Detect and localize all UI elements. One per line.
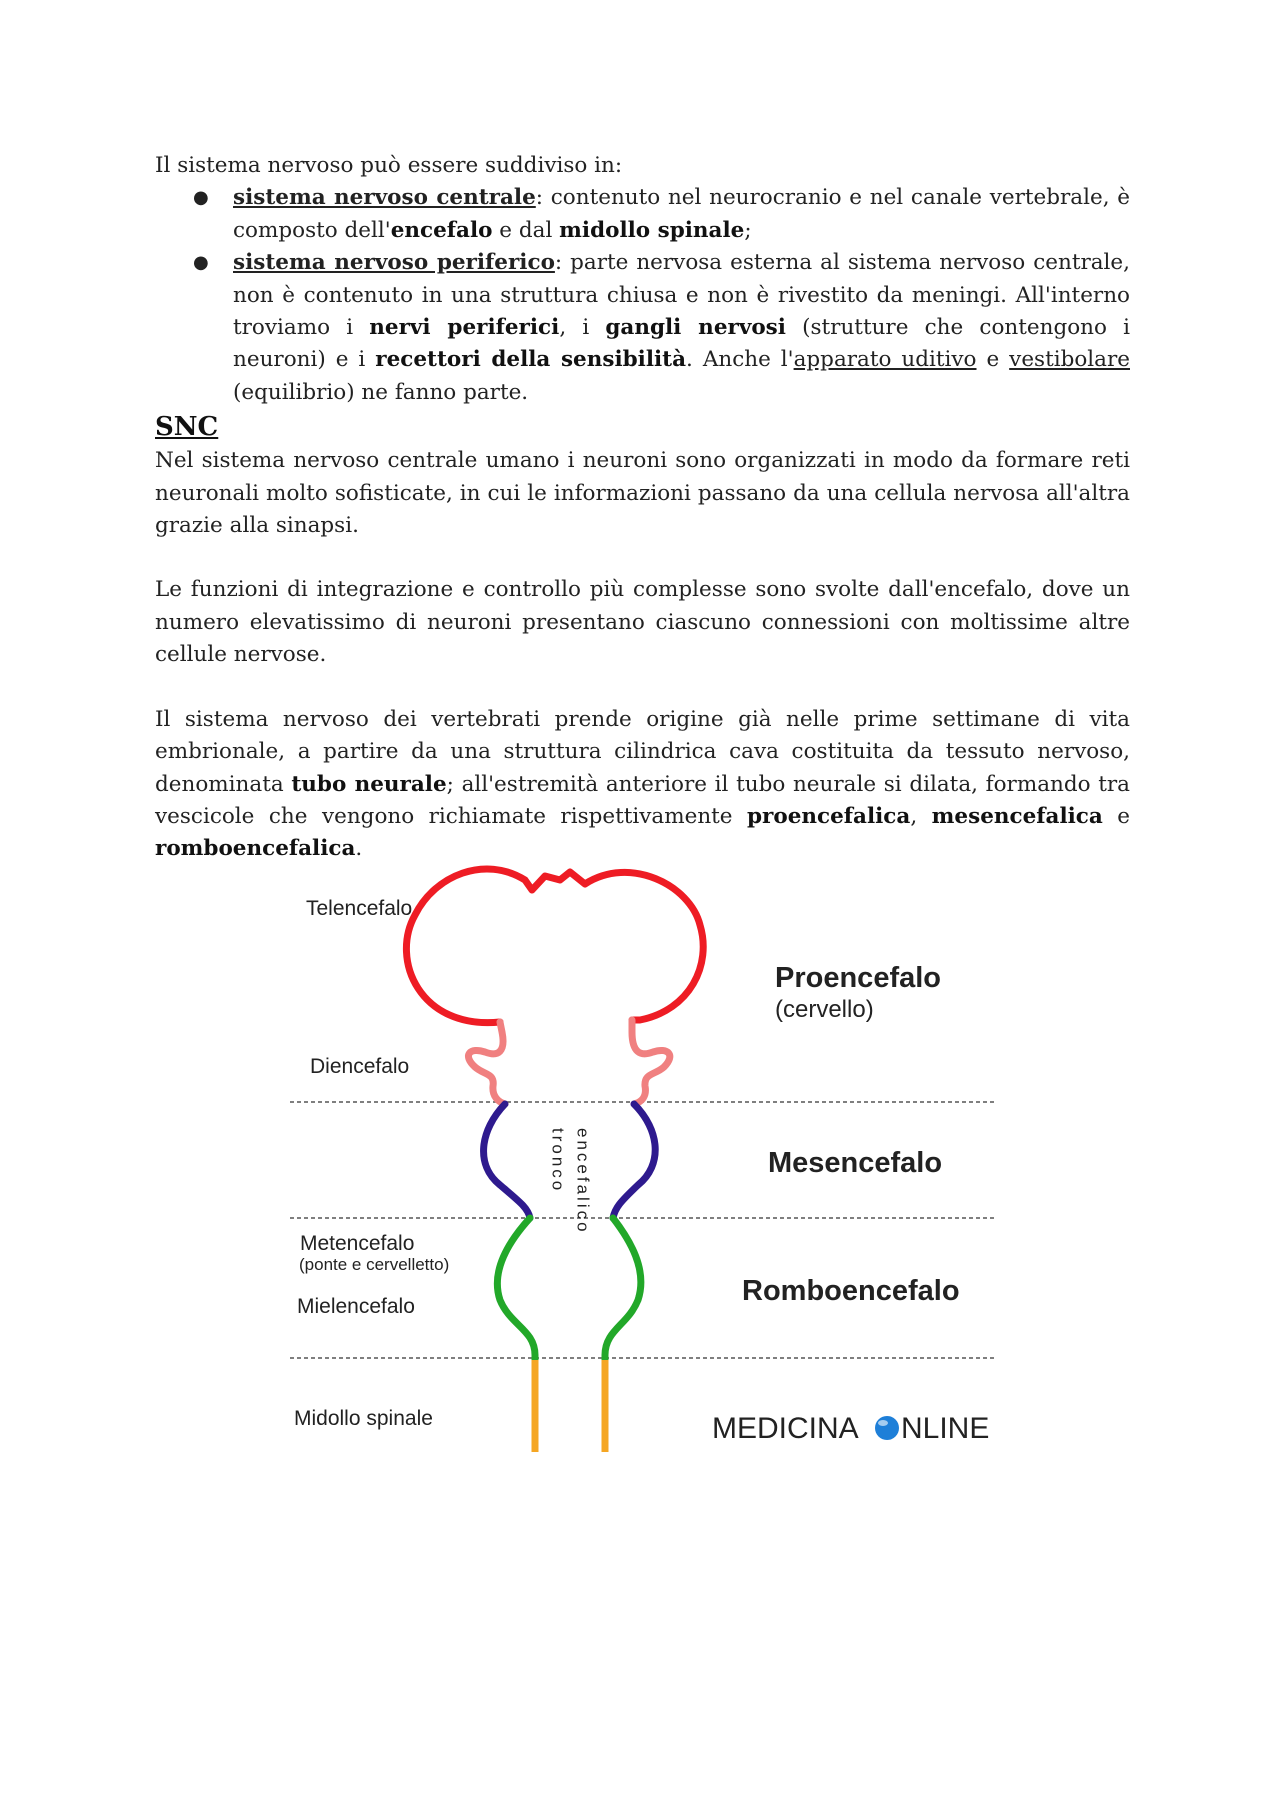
label-mesencefalo: Mesencefalo (768, 1147, 943, 1179)
globe-icon (875, 1416, 899, 1440)
mesencefalo-outline (484, 1104, 530, 1218)
vertical-label-tronco: tronco (548, 1128, 568, 1194)
label-proencefalo: Proencefalo (775, 962, 941, 994)
logo-text-left: MEDICINA (712, 1412, 859, 1445)
label-romboencefalo: Romboencefalo (742, 1275, 960, 1307)
intro-line: Il sistema nervoso può essere suddiviso in: (155, 153, 623, 178)
label-mielencefalo: Mielencefalo (297, 1295, 415, 1318)
diencefalo-outline (468, 1022, 505, 1104)
document-text (155, 150, 1130, 866)
logo-text-right: NLINE (901, 1412, 990, 1445)
neural-tube-diagram (270, 860, 1010, 1460)
diencefalo-outline (632, 1020, 670, 1104)
label-midollo-spinale: Midollo spinale (294, 1407, 433, 1430)
bullet-icon: ● (193, 252, 209, 274)
telencefalo-outline (406, 869, 703, 1023)
nervous-system-list (155, 182, 1130, 409)
paragraph: Le funzioni di integrazione e controllo più complesse sono svolte dall'encefalo, dove un numero elevatissimo di neuroni presentano ciascuno connessioni con moltissime altre cellule nervose. (155, 577, 1130, 668)
paragraph: Nel sistema nervoso centrale umano i neuroni sono organizzati in modo da formare reti neuronali molto sofisticate, in cui le informazioni passano da una cellula nervosa all'altra grazie alla sinapsi. (155, 448, 1130, 539)
medicina-online-logo (712, 1412, 989, 1445)
label-proencefalo-sub: (cervello) (775, 996, 874, 1023)
romboencefalo-outline (497, 1218, 535, 1360)
vertical-label-encefalico: encefalico (573, 1128, 593, 1235)
paragraph: Il sistema nervoso dei vertebrati prende origine già nelle prime settimane di vita embrionale, a partire da una struttura cilindrica cava costituita da tessuto nervoso, denominata tubo neurale; all'estremità anteriore il tubo neurale si dilata, formando tra vescicole che vengono richiamate rispettivamente proencefalica, mesencefalica e romboencefalica. (155, 706, 1131, 862)
label-metencefalo-sub: (ponte e cervelletto) (299, 1255, 450, 1274)
mesencefalo-outline (613, 1104, 655, 1218)
bullet-icon: ● (193, 187, 209, 209)
label-diencefalo: Diencefalo (310, 1055, 410, 1078)
section-heading-snc: SNC (155, 412, 219, 443)
list-item: ● sistema nervoso periferico: parte nervosa esterna al sistema nervoso centrale, non è contenuto in una struttura chiusa e non è rivestito da meningi. All'interno troviamo i nervi periferici, i gangli nervosi (strutture che contengono i neuroni) e i recettori della sensibilità. Anche l'apparato uditivo e vestibolare (equilibrio) ne fanno parte. (155, 247, 1130, 409)
region-separators (290, 1102, 995, 1358)
list-item: ● sistema nervoso centrale: contenuto nel neurocranio e nel canale vertebrale, è composto dell'encefalo e dal midollo spinale; (155, 182, 1130, 247)
label-telencefalo: Telencefalo (306, 897, 413, 920)
romboencefalo-outline (605, 1218, 641, 1360)
label-metencefalo: Metencefalo (300, 1232, 415, 1255)
term-snc: sistema nervoso centrale (233, 185, 536, 211)
term-snp: sistema nervoso periferico (233, 250, 555, 276)
